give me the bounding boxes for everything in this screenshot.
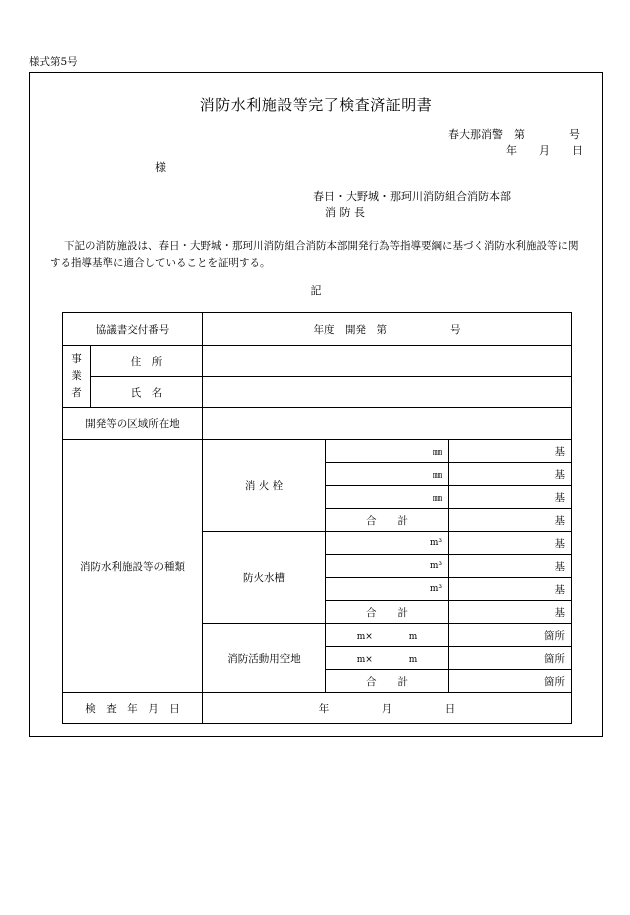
name-label: 氏 名: [91, 377, 203, 408]
certification-statement: 下記の消防施設は、春日・大野城・那珂川消防組合消防本部開発行為等指導要綱に基づく消防水利施設等に関する指導基準に適合していることを証明する。: [50, 240, 579, 269]
operator-char-1: 事: [71, 353, 82, 365]
inspection-table: [62, 312, 572, 724]
agreement-number-label: 協議書交付番号: [63, 313, 203, 346]
location-label: 開発等の区域所在地: [63, 408, 203, 440]
document-title: 消防水利施設等完了検査済証明書: [199, 96, 433, 114]
ki-heading: 記: [310, 284, 322, 297]
tank-count-unit: 基: [449, 555, 572, 578]
issue-number: 春大那消警 第 号: [448, 128, 580, 141]
table-row: [63, 693, 572, 724]
recipient-suffix: 様: [155, 161, 166, 174]
location-value: [203, 408, 572, 440]
hydrant-size-unit: ㎜: [326, 440, 449, 463]
open-space-dimensions: m× m: [326, 624, 449, 647]
issue-date: 年 月 日: [506, 144, 583, 157]
hydrant-size-unit: ㎜: [326, 486, 449, 509]
table-row: [63, 440, 572, 463]
address-label: 住 所: [91, 346, 203, 377]
hydrant-total-unit: 基: [449, 509, 572, 532]
operator-char-3: 者: [71, 387, 82, 399]
tank-total-unit: 基: [449, 601, 572, 624]
open-space-dimensions: m× m: [326, 647, 449, 670]
table-row: [63, 346, 572, 377]
open-space-count-unit: 箇所: [449, 647, 572, 670]
open-space-total-label: 合 計: [326, 670, 449, 693]
hydrant-label: 消 火 栓: [203, 440, 326, 532]
hydrant-count-unit: 基: [449, 486, 572, 509]
table-row: [63, 313, 572, 346]
open-space-label: 消防活動用空地: [203, 624, 326, 693]
hydrant-total-label: 合 計: [326, 509, 449, 532]
certificate-frame: [29, 72, 603, 737]
name-value: [203, 377, 572, 408]
agreement-number-value: 年度 開発 第 号: [203, 313, 572, 346]
hydrant-count-unit: 基: [449, 440, 572, 463]
issuer-title: 消 防 長: [325, 206, 365, 219]
inspection-date-value: 年 月 日: [203, 693, 572, 724]
issuer-organization: 春日・大野城・那珂川消防組合消防本部: [313, 190, 511, 203]
tank-label: 防火水槽: [203, 532, 326, 624]
tank-volume-unit: m³: [326, 532, 449, 555]
tank-volume-unit: m³: [326, 555, 449, 578]
hydrant-size-unit: ㎜: [326, 463, 449, 486]
tank-count-unit: 基: [449, 532, 572, 555]
tank-count-unit: 基: [449, 578, 572, 601]
tank-volume-unit: m³: [326, 578, 449, 601]
operator-label: [63, 346, 91, 408]
operator-char-2: 業: [71, 370, 82, 382]
form-number: 様式第5号: [29, 56, 78, 68]
table-row: [63, 408, 572, 440]
open-space-count-unit: 箇所: [449, 624, 572, 647]
table-row: [63, 377, 572, 408]
inspection-date-label: 検 査 年 月 日: [63, 693, 203, 724]
tank-total-label: 合 計: [326, 601, 449, 624]
facility-type-label: 消防水利施設等の種類: [63, 440, 203, 693]
open-space-total-unit: 箇所: [449, 670, 572, 693]
address-value: [203, 346, 572, 377]
hydrant-count-unit: 基: [449, 463, 572, 486]
